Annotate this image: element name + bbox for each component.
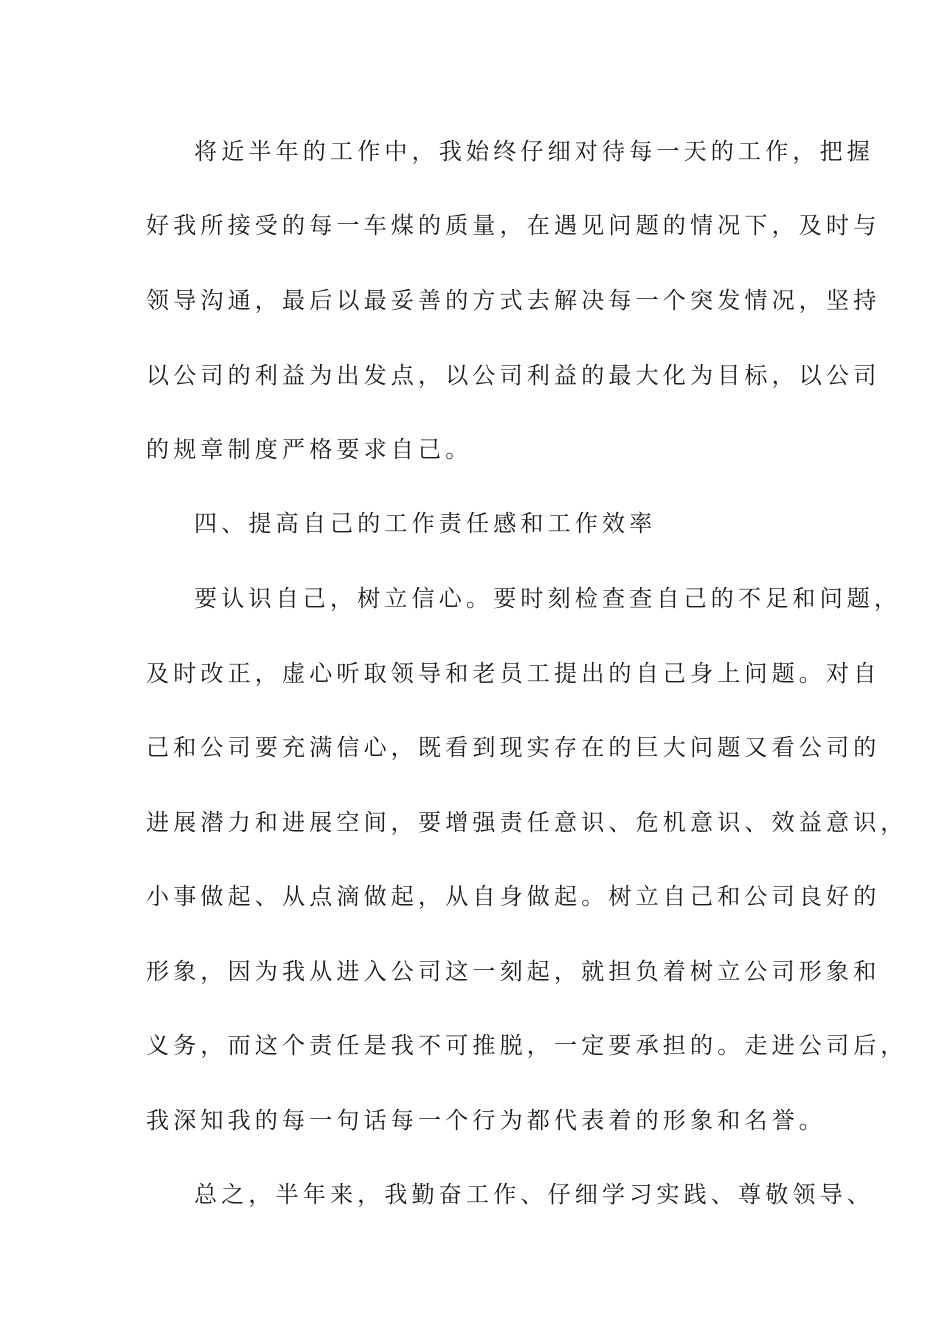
- paragraph-line: 以公司的利益为出发点，以公司利益的最大化为目标，以公司: [146, 363, 881, 389]
- paragraph-line: 将近半年的工作中，我始终仔细对待每一天的工作，把握: [194, 139, 874, 165]
- paragraph-line: 领导沟通，最后以最妥善的方式去解决每一个突发情况，坚持: [146, 288, 881, 314]
- paragraph-line: 的规章制度严格要求自己。: [146, 437, 473, 463]
- paragraph-line: 要认识自己，树立信心。要时刻检查查自己的不足和问题，: [194, 586, 902, 612]
- paragraph-line: 总之，半年来，我勤奋工作、仔细学习实践、尊敬领导、: [194, 1182, 874, 1208]
- paragraph-line: 己和公司要充满信心，既看到现实存在的巨大问题又看公司的: [146, 735, 881, 761]
- paragraph-line: 小事做起、从点滴做起，从自身做起。树立自己和公司良好的: [146, 884, 881, 910]
- paragraph-line: 义务，而这个责任是我不可推脱，一定要承担的。走进公司后，: [146, 1033, 908, 1059]
- paragraph-line: 进展潜力和进展空间，要增强责任意识、危机意识、效益意识，: [146, 810, 908, 836]
- paragraph-line: 形象，因为我从进入公司这一刻起，就担负着树立公司形象和: [146, 959, 881, 985]
- section-heading: 四、提高自己的工作责任感和工作效率: [194, 511, 657, 537]
- paragraph-line: 好我所接受的每一车煤的质量，在遇见问题的情况下，及时与: [146, 213, 881, 239]
- paragraph-line: 及时改正，虚心听取领导和老员工提出的自己身上问题。对自: [146, 661, 881, 687]
- paragraph-line: 我深知我的每一句话每一个行为都代表着的形象和名誉。: [146, 1108, 826, 1134]
